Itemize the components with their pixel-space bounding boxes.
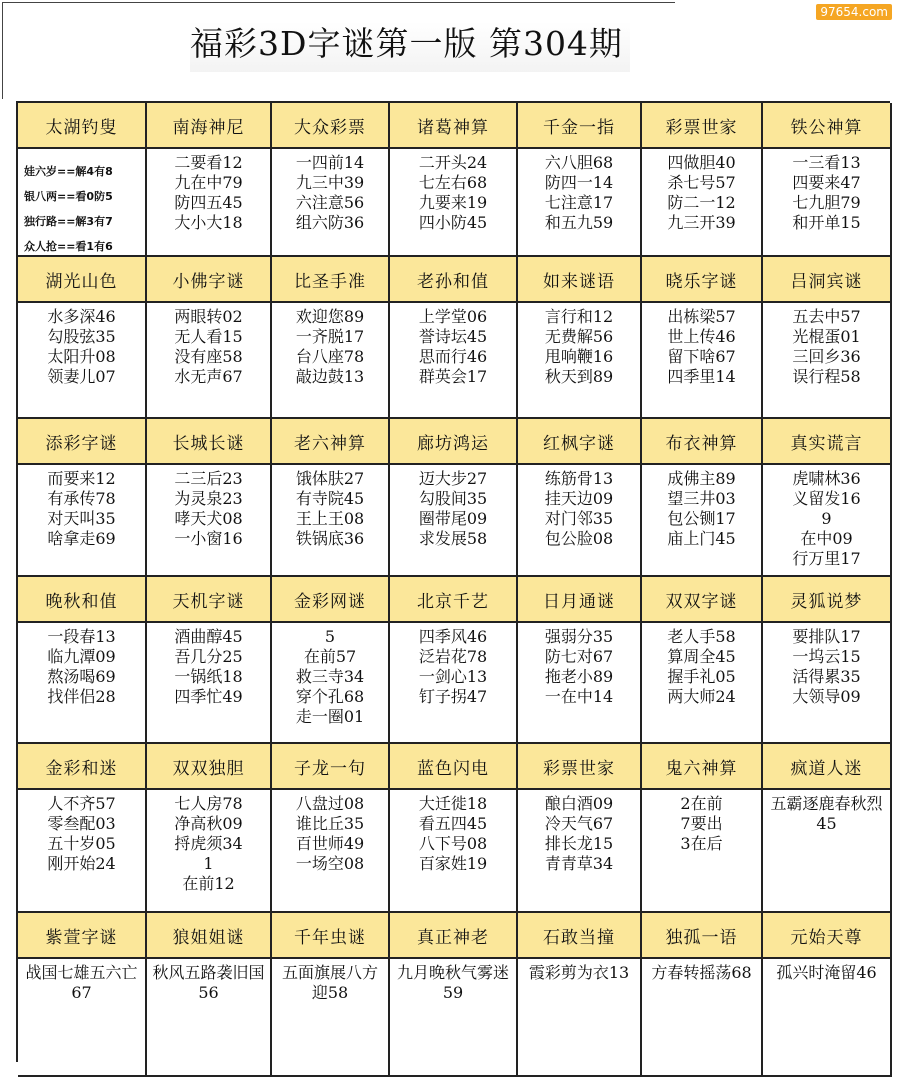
riddle-line: 谁比丘35 (295, 814, 365, 833)
riddle-line: 一三看13 (792, 153, 861, 172)
riddle-table (16, 101, 890, 1062)
riddle-line: 求发展58 (418, 529, 488, 548)
riddle-line: 虎啸林36 (792, 469, 861, 488)
column-header: 子龙一句 (272, 744, 390, 790)
riddle-line: 无人看15 (174, 327, 243, 346)
riddle-cell (642, 465, 763, 577)
column-header: 添彩字谜 (18, 419, 147, 465)
column-header: 彩票世家 (642, 103, 763, 149)
riddle-line: 太阳升08 (47, 347, 116, 366)
riddle-cell (390, 959, 518, 1077)
riddle-line: 算周全45 (667, 647, 736, 666)
riddle-line: 走一圈01 (295, 707, 365, 726)
riddle-line: 大迁徙18 (418, 794, 488, 813)
riddle-line: 世上传46 (667, 327, 736, 346)
riddle-line: 敲边鼓13 (295, 367, 365, 386)
riddle-cell (272, 790, 390, 913)
riddle-line: 没有座58 (174, 347, 243, 366)
column-header: 双双字谜 (642, 577, 763, 623)
riddle-cell (763, 790, 892, 913)
riddle-cell (147, 303, 272, 419)
column-header: 千年虫谜 (272, 913, 390, 959)
column-header: 元始天尊 (763, 913, 892, 959)
riddle-line: 吾几分25 (174, 647, 243, 666)
riddle-line: 在前57 (303, 647, 357, 666)
riddle-line: 言行和12 (544, 307, 614, 326)
riddle-line: 二要看12 (174, 153, 243, 172)
riddle-line: 勾股间35 (418, 489, 488, 508)
riddle-line: 行万里17 (792, 549, 861, 568)
riddle-line: 在前12 (182, 874, 235, 893)
riddle-cell (147, 465, 272, 577)
riddle-line: 零叁配03 (47, 814, 116, 833)
riddle-line: 饿体肤27 (295, 469, 365, 488)
riddle-line: 杀七号57 (667, 173, 736, 192)
riddle-cell (272, 303, 390, 419)
riddle-line: 望三井03 (667, 489, 736, 508)
riddle-line: 握手礼05 (667, 667, 736, 686)
riddle-line: 九要来19 (418, 193, 488, 212)
riddle-line: 四要来47 (792, 173, 861, 192)
riddle-line: 一段春13 (47, 627, 116, 646)
riddle-line: 大领导09 (792, 687, 861, 706)
riddle-line: 留下啥67 (667, 347, 736, 366)
riddle-line: 大小大18 (174, 213, 243, 232)
riddle-line: 一剑心13 (418, 667, 488, 686)
column-header: 诸葛神算 (390, 103, 518, 149)
column-header: 湖光山色 (18, 257, 147, 303)
riddle-cell (390, 303, 518, 419)
riddle-line: 为灵泉23 (174, 489, 243, 508)
riddle-cell (18, 465, 147, 577)
riddle-line: 五去中57 (792, 307, 861, 326)
riddle-line: 对门邻35 (544, 509, 614, 528)
column-header: 灵狐说梦 (763, 577, 892, 623)
riddle-line: 四季风46 (418, 627, 488, 646)
column-header: 铁公神算 (763, 103, 892, 149)
page-title: 福彩3D字谜第一版 第304期 (190, 22, 630, 72)
riddle-cell (763, 465, 892, 577)
legend-line: 银八两==看0防5 (24, 190, 113, 203)
column-header: 金彩网谜 (272, 577, 390, 623)
legend-line: 众人抢==看1有6 (24, 240, 113, 253)
riddle-line: 八下号08 (418, 834, 488, 853)
riddle-line: 人不齐57 (47, 794, 116, 813)
column-header: 红枫字谜 (518, 419, 642, 465)
riddle-line: 甩响鞭16 (544, 347, 614, 366)
riddle-cell (18, 303, 147, 419)
riddle-line: 台八座78 (295, 347, 365, 366)
riddle-line: 冷天气67 (544, 814, 614, 833)
riddle-line: 哮天犬08 (174, 509, 243, 528)
column-header: 疯道人迷 (763, 744, 892, 790)
legend-line: 娃六岁==解4有8 (24, 165, 113, 178)
riddle-cell (518, 790, 642, 913)
riddle-cell (642, 790, 763, 913)
riddle-line: 九三中39 (295, 173, 365, 192)
column-header: 太湖钓叟 (18, 103, 147, 149)
riddle-cell (518, 149, 642, 257)
riddle-line: 四小防45 (418, 213, 488, 232)
riddle-line: 群英会17 (418, 367, 488, 386)
riddle-line: 有承传78 (47, 489, 116, 508)
riddle-line: 圈带尾09 (418, 509, 488, 528)
riddle-line: 六八胆68 (544, 153, 614, 172)
column-header: 千金一指 (518, 103, 642, 149)
riddle-line: 1 (203, 854, 214, 873)
riddle-line: 九在中79 (174, 173, 243, 192)
riddle-cell (147, 623, 272, 744)
riddle-line: 一场空08 (295, 854, 365, 873)
riddle-line: 战国七雄五六亡67 (25, 963, 138, 1002)
column-header: 鬼六神算 (642, 744, 763, 790)
riddle-line: 找伴侣28 (47, 687, 116, 706)
riddle-line: 誉诗坛45 (418, 327, 488, 346)
riddle-line: 临九潭09 (47, 647, 116, 666)
riddle-line: 霞彩剪为衣13 (528, 963, 630, 982)
riddle-line: 强弱分35 (544, 627, 614, 646)
riddle-line: 思而行46 (418, 347, 488, 366)
riddle-cell (18, 959, 147, 1077)
riddle-cell (763, 149, 892, 257)
site-watermark: 97654.com (816, 4, 892, 20)
column-header: 晓乐字谜 (642, 257, 763, 303)
legend-cell (18, 149, 147, 257)
riddle-cell (390, 465, 518, 577)
riddle-line: 要排队17 (792, 627, 861, 646)
riddle-line: 9 (821, 509, 832, 528)
riddle-line: 百世师49 (295, 834, 365, 853)
riddle-line: 和五九59 (544, 213, 614, 232)
riddle-line: 二三后23 (174, 469, 243, 488)
riddle-cell (642, 303, 763, 419)
column-header: 金彩和迷 (18, 744, 147, 790)
riddle-line: 秋天到89 (544, 367, 614, 386)
riddle-line: 三回乡36 (792, 347, 861, 366)
riddle-line: 五面旗展八方迎58 (281, 963, 378, 1002)
riddle-line: 光棍蛋01 (792, 327, 861, 346)
riddle-line: 七左右68 (418, 173, 488, 192)
riddle-line: 穿个孔68 (295, 687, 365, 706)
riddle-cell (272, 959, 390, 1077)
riddle-line: 八盘过08 (295, 794, 365, 813)
riddle-line: 孤兴时淹留46 (776, 963, 877, 982)
riddle-line: 有寺院45 (295, 489, 365, 508)
riddle-line: 勾股弦35 (47, 327, 116, 346)
riddle-line: 六注意56 (295, 193, 365, 212)
riddle-line: 一小窗16 (174, 529, 243, 548)
column-header: 真正神老 (390, 913, 518, 959)
riddle-line: 防四五45 (174, 193, 243, 212)
riddle-line: 出栋梁57 (667, 307, 736, 326)
riddle-cell (272, 623, 390, 744)
riddle-cell (18, 623, 147, 744)
column-header: 廊坊鸿运 (390, 419, 518, 465)
column-header: 天机字谜 (147, 577, 272, 623)
riddle-line: 水无声67 (174, 367, 243, 386)
riddle-line: 而要来12 (47, 469, 116, 488)
riddle-line: 包公脸08 (544, 529, 614, 548)
riddle-line: 挂天边09 (544, 489, 614, 508)
riddle-line: 两大师24 (667, 687, 736, 706)
column-header: 比圣手准 (272, 257, 390, 303)
riddle-line: 一齐脱17 (295, 327, 365, 346)
riddle-line: 包公铡17 (667, 509, 736, 528)
riddle-line: 5 (324, 627, 336, 646)
riddle-line: 刚开始24 (47, 854, 116, 873)
column-header: 长城长谜 (147, 419, 272, 465)
riddle-cell (272, 149, 390, 257)
riddle-line: 泛岩花78 (418, 647, 488, 666)
riddle-line: 排长龙15 (544, 834, 614, 853)
riddle-line: 两眼转02 (174, 307, 243, 326)
riddle-line: 七人房78 (174, 794, 243, 813)
riddle-line: 一四前14 (295, 153, 365, 172)
column-header: 真实谎言 (763, 419, 892, 465)
riddle-line: 五霸逐鹿春秋烈45 (770, 794, 883, 833)
legend-line: 独行路==解3有7 (24, 215, 113, 228)
column-header: 彩票世家 (518, 744, 642, 790)
riddle-line: 啥拿走69 (47, 529, 116, 548)
column-header: 布衣神算 (642, 419, 763, 465)
riddle-line: 秋风五路袭旧国56 (152, 963, 265, 1002)
riddle-line: 一在中14 (544, 687, 614, 706)
column-header: 狼姐姐谜 (147, 913, 272, 959)
riddle-line: 庙上门45 (667, 529, 736, 548)
column-header: 蓝色闪电 (390, 744, 518, 790)
riddle-cell (390, 790, 518, 913)
riddle-line: 一锅纸18 (174, 667, 243, 686)
riddle-cell (763, 303, 892, 419)
riddle-cell (147, 149, 272, 257)
riddle-line: 七注意17 (544, 193, 614, 212)
riddle-cell (390, 623, 518, 744)
riddle-line: 四做胆40 (667, 153, 736, 172)
column-header: 石敢当撞 (518, 913, 642, 959)
riddle-line: 水多深46 (47, 307, 116, 326)
riddle-line: 成佛主89 (667, 469, 736, 488)
column-header: 双双独胆 (147, 744, 272, 790)
riddle-line: 防四一14 (544, 173, 614, 192)
riddle-cell (763, 959, 892, 1077)
riddle-cell (642, 959, 763, 1077)
riddle-table-wrapper (16, 101, 890, 1062)
riddle-line: 九三开39 (667, 213, 736, 232)
riddle-line: 欢迎您89 (295, 307, 365, 326)
riddle-line: 2在前 (680, 794, 723, 813)
riddle-line: 净高秋09 (174, 814, 243, 833)
riddle-cell (642, 149, 763, 257)
riddle-line: 防七对67 (544, 647, 614, 666)
riddle-line: 活得累35 (792, 667, 861, 686)
riddle-line: 7要出 (680, 814, 723, 833)
column-header: 紫萱字谜 (18, 913, 147, 959)
riddle-line: 老人手58 (667, 627, 736, 646)
column-header: 南海神尼 (147, 103, 272, 149)
column-header: 如来谜语 (518, 257, 642, 303)
riddle-cell (518, 623, 642, 744)
riddle-cell (272, 465, 390, 577)
riddle-line: 五十岁05 (47, 834, 116, 853)
riddle-line: 练筋骨13 (544, 469, 614, 488)
riddle-cell (147, 790, 272, 913)
riddle-line: 七九胆79 (792, 193, 861, 212)
riddle-line: 二开头24 (418, 153, 488, 172)
riddle-cell (390, 149, 518, 257)
riddle-line: 在中09 (800, 529, 853, 548)
riddle-cell (147, 959, 272, 1077)
riddle-line: 四季里14 (667, 367, 736, 386)
riddle-line: 百家姓19 (418, 854, 488, 873)
column-header: 吕洞宾谜 (763, 257, 892, 303)
column-header: 日月通谜 (518, 577, 642, 623)
riddle-line: 熬汤喝69 (47, 667, 116, 686)
riddle-line: 钉子拐47 (418, 687, 488, 706)
riddle-cell (518, 959, 642, 1077)
riddle-line: 组六防36 (295, 213, 365, 232)
riddle-line: 王上王08 (295, 509, 365, 528)
riddle-cell (518, 465, 642, 577)
riddle-cell (642, 623, 763, 744)
riddle-line: 防二一12 (667, 193, 736, 212)
riddle-line: 一坞云15 (792, 647, 861, 666)
riddle-line: 拖老小89 (544, 667, 614, 686)
column-header: 小佛字谜 (147, 257, 272, 303)
riddle-line: 看五四45 (418, 814, 488, 833)
riddle-line: 误行程58 (792, 367, 861, 386)
column-header: 老孙和值 (390, 257, 518, 303)
column-header: 晚秋和值 (18, 577, 147, 623)
riddle-line: 上学堂06 (418, 307, 488, 326)
riddle-line: 捋虎须34 (174, 834, 243, 853)
column-header: 独孤一语 (642, 913, 763, 959)
riddle-line: 四季忙49 (174, 687, 243, 706)
riddle-line: 铁锅底36 (295, 529, 365, 548)
column-header: 大众彩票 (272, 103, 390, 149)
riddle-line: 无费解56 (544, 327, 614, 346)
riddle-line: 迈大步27 (418, 469, 488, 488)
riddle-line: 3在后 (680, 834, 723, 853)
column-header: 北京千艺 (390, 577, 518, 623)
riddle-line: 和开单15 (792, 213, 861, 232)
riddle-line: 九月晚秋气雾迷59 (396, 963, 509, 1002)
riddle-cell (763, 623, 892, 744)
riddle-line: 救三寺34 (295, 667, 365, 686)
riddle-line: 青青草34 (544, 854, 614, 873)
riddle-line: 方春转摇荡68 (651, 963, 752, 982)
riddle-line: 对天叫35 (47, 509, 116, 528)
column-header: 老六神算 (272, 419, 390, 465)
riddle-line: 领妻儿07 (47, 367, 116, 386)
riddle-line: 酒曲醇45 (174, 627, 243, 646)
riddle-cell (518, 303, 642, 419)
riddle-line: 酿白酒09 (544, 794, 614, 813)
riddle-line: 义留发16 (792, 489, 861, 508)
riddle-cell (18, 790, 147, 913)
